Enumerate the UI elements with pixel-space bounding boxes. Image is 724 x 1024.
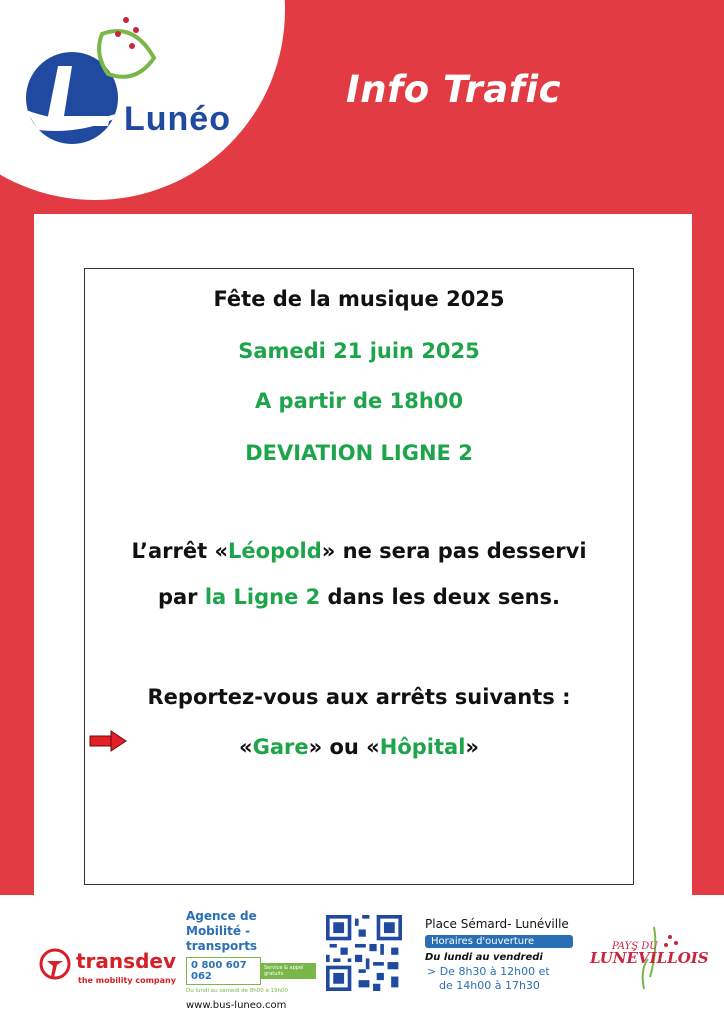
stop-name-leopold: Léopold <box>228 539 322 563</box>
phone-number[interactable]: 0 800 607 062 <box>186 957 261 985</box>
notice-message-line-2 <box>85 585 633 609</box>
agency-title-line-1: Agence de <box>186 909 257 923</box>
phone-hours: Du lundi au samedi de 8h00 à 19h00 <box>186 988 289 994</box>
message-text: » ne sera pas desservi <box>321 539 587 563</box>
phone-tag: Service & appel gratuits <box>261 963 316 979</box>
opening-hours-badge: Horaires d'ouverture <box>425 935 573 948</box>
opening-days: Du lundi au vendredi <box>425 952 543 963</box>
message-text: par <box>157 585 205 609</box>
agency-location <box>425 917 585 993</box>
website-link[interactable]: www.bus-luneo.com <box>186 1000 287 1011</box>
agency-title-line-2: Mobilité - transports <box>186 924 258 953</box>
notice-box <box>84 268 634 885</box>
pays-label-main: LUNÉVILLOIS <box>590 949 709 967</box>
transdev-emblem-icon <box>38 947 72 981</box>
deviation-label: DEVIATION LIGNE 2 <box>245 441 473 465</box>
phone-row <box>186 957 316 985</box>
message-text: dans les deux sens. <box>320 585 561 609</box>
event-time: A partir de 18h00 <box>254 389 463 413</box>
stop-name-gare: Gare <box>252 735 309 759</box>
line-name: la Ligne 2 <box>204 585 321 609</box>
pays-label-top: PAYS DU <box>612 941 658 952</box>
report-instruction: Reportez-vous aux arrêts suivants : <box>147 685 571 709</box>
alt-separator: » ou « <box>308 735 380 759</box>
footer <box>0 895 724 1024</box>
event-title: Fête de la musique 2025 <box>213 287 505 311</box>
luneo-logo <box>24 14 231 154</box>
brand-name: Lunéo <box>124 100 231 138</box>
message-text: L’arrêt « <box>131 539 229 563</box>
opening-hours-line-2: de 14h00 à 17h30 <box>439 979 540 992</box>
opening-hours-line-1: > De 8h30 à 12h00 et <box>427 965 550 978</box>
transdev-name: transdev <box>76 949 176 973</box>
place-address: Place Sémard- Lunéville <box>425 917 569 931</box>
page-title: Info Trafic <box>346 68 562 111</box>
stop-name-hopital: Hôpital <box>379 735 466 759</box>
pays-lunevillois-logo <box>584 919 709 999</box>
alternative-stops <box>85 735 633 759</box>
notice-message-line-1 <box>85 539 633 563</box>
qr-code-icon[interactable] <box>326 915 402 991</box>
event-date: Samedi 21 juin 2025 <box>238 339 480 363</box>
agency-info <box>186 909 316 1011</box>
transdev-tagline: the mobility company <box>78 976 176 985</box>
guillemet: « <box>239 735 253 759</box>
guillemet: » <box>465 735 479 759</box>
